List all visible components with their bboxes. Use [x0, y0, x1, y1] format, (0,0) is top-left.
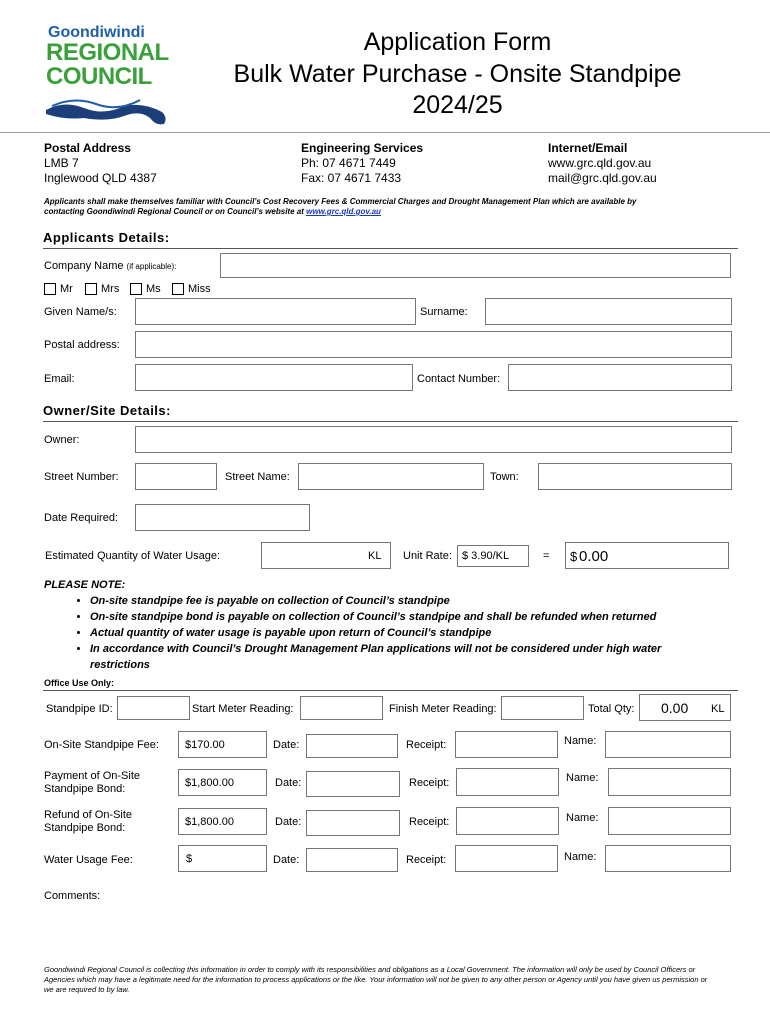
engineering-fax: Fax: 07 4671 7433 [301, 171, 402, 185]
logo-line-2: REGIONAL [46, 39, 169, 66]
title-mrs-checkbox[interactable] [85, 283, 97, 295]
water-usage-receipt-label: Receipt: [406, 854, 447, 866]
postal-address-block [44, 141, 157, 186]
bond-refund-receipt-input[interactable] [456, 807, 559, 835]
privacy-footer [44, 965, 744, 995]
start-meter-input[interactable] [300, 696, 383, 720]
note-item: • Actual quantity of water usage is payable upon return of Council’s standpipe [90, 625, 744, 641]
website-link[interactable]: www.grc.qld.gov.au [306, 207, 381, 216]
standpipe-id-input[interactable] [117, 696, 190, 720]
note-item: • In accordance with Council’s Drought Management Plan applications will not be considered under high water restrictions [90, 641, 744, 673]
start-meter-label: Start Meter Reading: [192, 703, 294, 715]
bond-payment-name-input[interactable] [608, 768, 731, 796]
website-text: www.grc.qld.gov.au [548, 156, 652, 170]
water-usage-name-label: Name: [564, 851, 597, 863]
finish-meter-label: Finish Meter Reading: [389, 703, 497, 715]
title-mr-label: Mr [60, 283, 73, 295]
internet-heading: Internet/Email [548, 141, 628, 155]
title-mr-checkbox[interactable] [44, 283, 56, 295]
water-usage-name-input[interactable] [605, 845, 731, 872]
fee-amount-value: $170.00 [185, 739, 225, 751]
bond-refund-date-label: Date: [275, 816, 302, 828]
bond-refund-name-label: Name: [566, 812, 599, 824]
total-qty-value: 0.00 [661, 700, 689, 716]
total-cost-value: 0.00 [579, 548, 609, 565]
note-item: • On-site standpipe fee is payable on collection of Council’s standpipe [90, 593, 744, 609]
bond-refund-name-input[interactable] [608, 807, 731, 835]
fee-date-label: Date: [273, 739, 300, 751]
form-title-line-1: Application Form [363, 28, 552, 56]
street-name-input[interactable] [298, 463, 484, 490]
date-required-label: Date Required: [44, 512, 118, 524]
postal-address-input[interactable] [135, 331, 732, 358]
please-note-heading: PLEASE NOTE: [44, 579, 126, 591]
quantity-unit: KL [368, 550, 382, 562]
water-usage-amount-value: $ [186, 853, 193, 865]
given-name-label: Given Name/s: [44, 306, 117, 318]
unit-rate-label: Unit Rate: [403, 550, 452, 562]
engineering-block [301, 141, 423, 186]
title-miss-label: Miss [188, 283, 211, 295]
title-mrs-label: Mrs [101, 283, 120, 295]
privacy-line-3: we are required to by law. [44, 985, 130, 994]
notice-text [44, 197, 744, 217]
council-logo [44, 24, 174, 128]
fee-receipt-input[interactable] [455, 731, 558, 758]
given-name-input[interactable] [135, 298, 416, 325]
finish-meter-input[interactable] [501, 696, 584, 720]
notice-line-1: Applicants shall make themselves familiar with Council’s Cost Recovery Fees & Commercial Charges and Drought Management Plan which are available by [44, 197, 637, 206]
unit-rate-value: $ 3.90/KL [462, 550, 510, 562]
contact-number-input[interactable] [508, 364, 732, 391]
privacy-line-2: Agencies which may have a legitimate need for the information to process applications or the like. Your information will not be given to any other person or Agency until you have given us permission or [44, 975, 708, 984]
comments-area[interactable] [44, 906, 734, 956]
fee-row-label: On-Site Standpipe Fee: [44, 739, 159, 751]
email-text: mail@grc.qld.gov.au [548, 171, 657, 185]
notice-line-2: contacting Goondiwindi Regional Council or on Council’s website at [44, 207, 307, 216]
town-label: Town: [490, 471, 519, 483]
applicants-heading: Applicants Details: [43, 230, 170, 245]
bond-payment-receipt-label: Receipt: [409, 777, 450, 789]
form-title-line-3: 2024/25 [412, 91, 503, 119]
postal-line-2: Inglewood QLD 4387 [44, 171, 157, 185]
please-note-block [44, 579, 744, 673]
date-required-input[interactable] [135, 504, 310, 531]
contact-number-label: Contact Number: [417, 373, 501, 385]
email-input[interactable] [135, 364, 413, 391]
surname-label: Surname: [420, 306, 468, 318]
water-usage-date-input[interactable] [306, 848, 398, 872]
postal-heading: Postal Address [44, 141, 131, 155]
bond-refund-receipt-label: Receipt: [409, 816, 450, 828]
owner-rule [43, 421, 738, 422]
bond-payment-name-label: Name: [566, 772, 599, 784]
bond-payment-date-label: Date: [275, 777, 302, 789]
standpipe-id-label: Standpipe ID: [46, 703, 113, 715]
equals-sign: = [543, 550, 550, 562]
fee-name-label: Name: [564, 735, 597, 747]
company-label: Company Name (if applicable): [44, 260, 177, 272]
privacy-line-1: Goondiwindi Regional Council is collecting this information in order to comply with its responsibilities and obligations as a Local Government. The information will only be used by Council Officers or [44, 965, 696, 974]
fee-date-input[interactable] [306, 734, 398, 758]
office-use-rule [43, 690, 738, 691]
engineering-heading: Engineering Services [301, 141, 424, 155]
town-input[interactable] [538, 463, 732, 490]
surname-input[interactable] [485, 298, 732, 325]
total-currency: $ [570, 549, 578, 564]
logo-line-1: Goondiwindi [48, 24, 145, 41]
owner-heading: Owner/Site Details: [43, 403, 171, 418]
engineering-phone: Ph: 07 4671 7449 [301, 156, 396, 170]
bond-payment-label: Payment of On-Site Standpipe Bond: [44, 770, 140, 795]
note-item: • On-site standpipe bond is payable on collection of Council’s standpipe and shall be refunded when returned [90, 609, 744, 625]
bond-payment-date-input[interactable] [306, 771, 400, 797]
postal-address-label: Postal address: [44, 339, 120, 351]
office-use-heading: Office Use Only: [44, 678, 115, 688]
header-divider [0, 132, 770, 133]
bond-payment-amount-value: $1,800.00 [185, 777, 234, 789]
title-miss-checkbox[interactable] [172, 283, 184, 295]
title-ms-checkbox[interactable] [130, 283, 142, 295]
internet-block [548, 141, 657, 186]
applicants-rule [43, 248, 738, 249]
fee-receipt-label: Receipt: [406, 739, 447, 751]
fee-name-input[interactable] [605, 731, 731, 758]
river-wave-icon [44, 88, 174, 128]
email-label: Email: [44, 373, 75, 385]
estimated-quantity-label: Estimated Quantity of Water Usage: [45, 550, 221, 562]
form-title-line-2: Bulk Water Purchase - Onsite Standpipe [233, 60, 682, 88]
postal-line-1: LMB 7 [44, 156, 79, 170]
title-ms-label: Ms [146, 283, 161, 295]
street-number-label: Street Number: [44, 471, 119, 483]
bond-refund-date-input[interactable] [306, 810, 400, 836]
water-usage-receipt-input[interactable] [455, 845, 558, 872]
owner-label: Owner: [44, 434, 80, 446]
bond-refund-label: Refund of On-Site Standpipe Bond: [44, 809, 133, 834]
owner-input[interactable] [135, 426, 732, 453]
bond-refund-amount-value: $1,800.00 [185, 816, 234, 828]
comments-label: Comments: [44, 890, 101, 902]
logo-line-3: COUNCIL [46, 63, 152, 90]
bond-payment-receipt-input[interactable] [456, 768, 559, 796]
total-qty-label: Total Qty: [588, 703, 635, 715]
water-usage-date-label: Date: [273, 854, 300, 866]
total-qty-unit: KL [711, 703, 725, 715]
street-number-input[interactable] [135, 463, 217, 490]
water-usage-fee-label: Water Usage Fee: [44, 854, 133, 866]
company-name-input[interactable] [220, 253, 731, 278]
street-name-label: Street Name: [225, 471, 290, 483]
